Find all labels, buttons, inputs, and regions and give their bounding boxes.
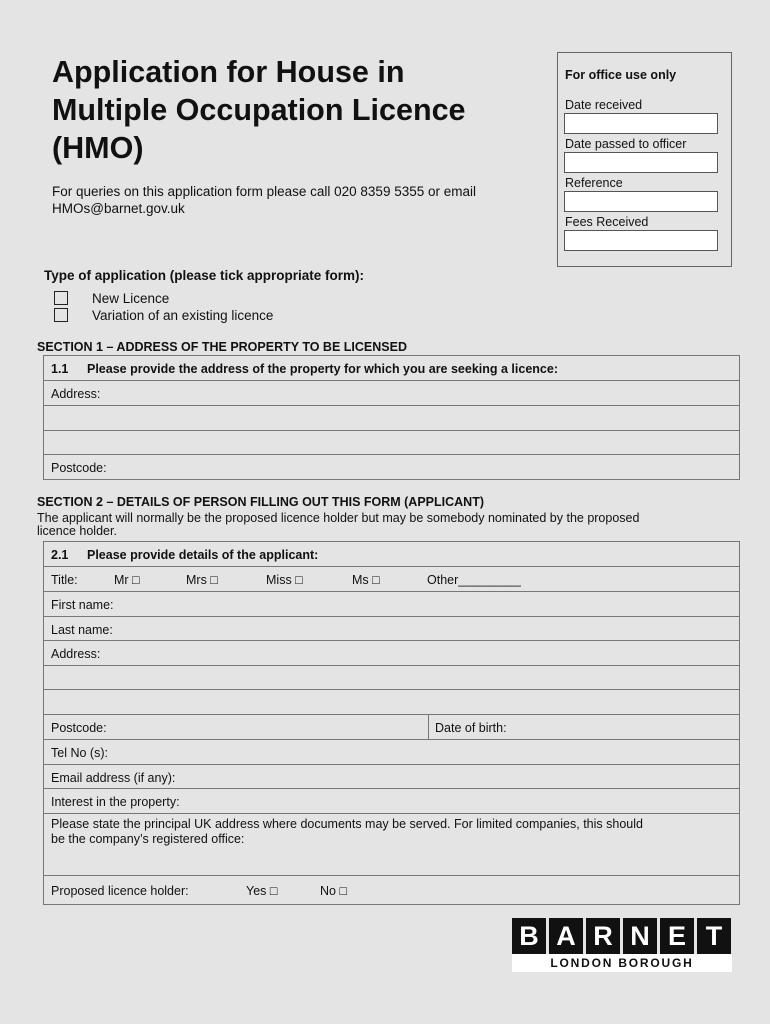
title-ms-option[interactable]: Ms □ [352, 573, 380, 587]
new-licence-checkbox[interactable] [54, 291, 68, 305]
office-use-heading: For office use only [565, 68, 677, 82]
date-passed-field[interactable] [564, 152, 718, 173]
logo-letter: R [586, 918, 620, 954]
date-received-field[interactable] [564, 113, 718, 134]
postcode-dob-row [44, 715, 739, 740]
postcode-label: Postcode: [51, 721, 107, 735]
proposed-holder-row [44, 876, 739, 904]
logo-subtitle: LONDON BOROUGH [512, 954, 732, 972]
reference-label: Reference [565, 176, 623, 190]
section-1-question-row [44, 356, 739, 381]
section-2-table [43, 541, 740, 905]
principal-address-row[interactable] [44, 814, 739, 876]
new-licence-label: New Licence [92, 291, 170, 306]
first-name-row[interactable] [44, 592, 739, 617]
interest-label: Interest in the property: [51, 795, 180, 809]
principal-address-label [51, 817, 731, 847]
email-row[interactable] [44, 765, 739, 789]
date-of-birth-label: Date of birth: [435, 721, 507, 735]
tel-row[interactable] [44, 740, 739, 765]
property-postcode-row[interactable] [44, 455, 739, 479]
proposed-yes-option[interactable]: Yes □ [246, 884, 278, 898]
applicant-address-line-3[interactable] [44, 690, 739, 715]
section-2-heading: SECTION 2 – DETAILS OF PERSON FILLING OUT THIS FORM (APPLICANT) [37, 495, 484, 509]
office-use-panel [557, 52, 732, 267]
variation-checkbox[interactable] [54, 308, 68, 322]
application-type-heading: Type of application (please tick appropriate form): [44, 268, 365, 283]
logo-letter: T [697, 918, 731, 954]
page-title [52, 53, 552, 167]
question-number: 2.1 [51, 548, 69, 562]
date-passed-label: Date passed to officer [565, 137, 687, 151]
proposed-holder-label: Proposed licence holder: [51, 884, 189, 898]
email-label: Email address (if any): [51, 771, 176, 785]
barnet-logo [512, 918, 732, 974]
tel-label: Tel No (s): [51, 746, 108, 760]
address-label: Address: [51, 387, 101, 401]
section-2-question-row [44, 542, 739, 567]
property-address-row[interactable] [44, 381, 739, 406]
applicant-address-line-2[interactable] [44, 666, 739, 690]
note-line-2: licence holder. [37, 524, 117, 538]
postcode-label: Postcode: [51, 461, 107, 475]
question-number: 1.1 [51, 362, 69, 376]
title-line-1: Application for House in [52, 55, 405, 89]
applicant-address-row[interactable] [44, 641, 739, 666]
question-text: Please provide the address of the property for which you are seeking a licence: [87, 362, 558, 376]
logo-letter: A [549, 918, 583, 954]
question-text: Please provide details of the applicant: [87, 548, 319, 562]
note-line-1: The applicant will normally be the proposed licence holder but may be somebody nominated by the proposed [37, 511, 640, 525]
principal-line-1: Please state the principal UK address where documents may be served. For limited companies, this should [51, 817, 643, 831]
last-name-row[interactable] [44, 617, 739, 641]
principal-line-2: be the company’s registered office: [51, 832, 245, 846]
logo-letter: E [660, 918, 694, 954]
title-other-option[interactable]: Other_________ [427, 573, 521, 587]
interest-row[interactable] [44, 789, 739, 814]
title-mrs-option[interactable]: Mrs □ [186, 573, 218, 587]
section-2-note [37, 512, 737, 538]
title-label: Title: [51, 573, 78, 587]
title-line-3: (HMO) [52, 131, 144, 165]
section-1-table [43, 355, 740, 480]
fees-received-label: Fees Received [565, 215, 649, 229]
title-mr-option[interactable]: Mr □ [114, 573, 140, 587]
logo-letter: B [512, 918, 546, 954]
query-line-1: For queries on this application form please call 020 8359 5355 or email [52, 184, 476, 199]
proposed-no-option[interactable]: No □ [320, 884, 348, 898]
fees-received-field[interactable] [564, 230, 718, 251]
title-line-2: Multiple Occupation Licence [52, 93, 466, 127]
property-address-line-3[interactable] [44, 431, 739, 455]
address-label: Address: [51, 647, 101, 661]
column-divider [428, 715, 429, 739]
property-address-line-2[interactable] [44, 406, 739, 431]
query-email: HMOs@barnet.gov.uk [52, 201, 185, 216]
section-1-heading: SECTION 1 – ADDRESS OF THE PROPERTY TO BE LICENSED [37, 340, 407, 354]
title-row [44, 567, 739, 592]
variation-label: Variation of an existing licence [92, 308, 274, 323]
title-miss-option[interactable]: Miss □ [266, 573, 303, 587]
logo-letter: N [623, 918, 657, 954]
date-received-label: Date received [565, 98, 643, 112]
last-name-label: Last name: [51, 623, 113, 637]
query-text [52, 183, 552, 217]
reference-field[interactable] [564, 191, 718, 212]
first-name-label: First name: [51, 598, 114, 612]
